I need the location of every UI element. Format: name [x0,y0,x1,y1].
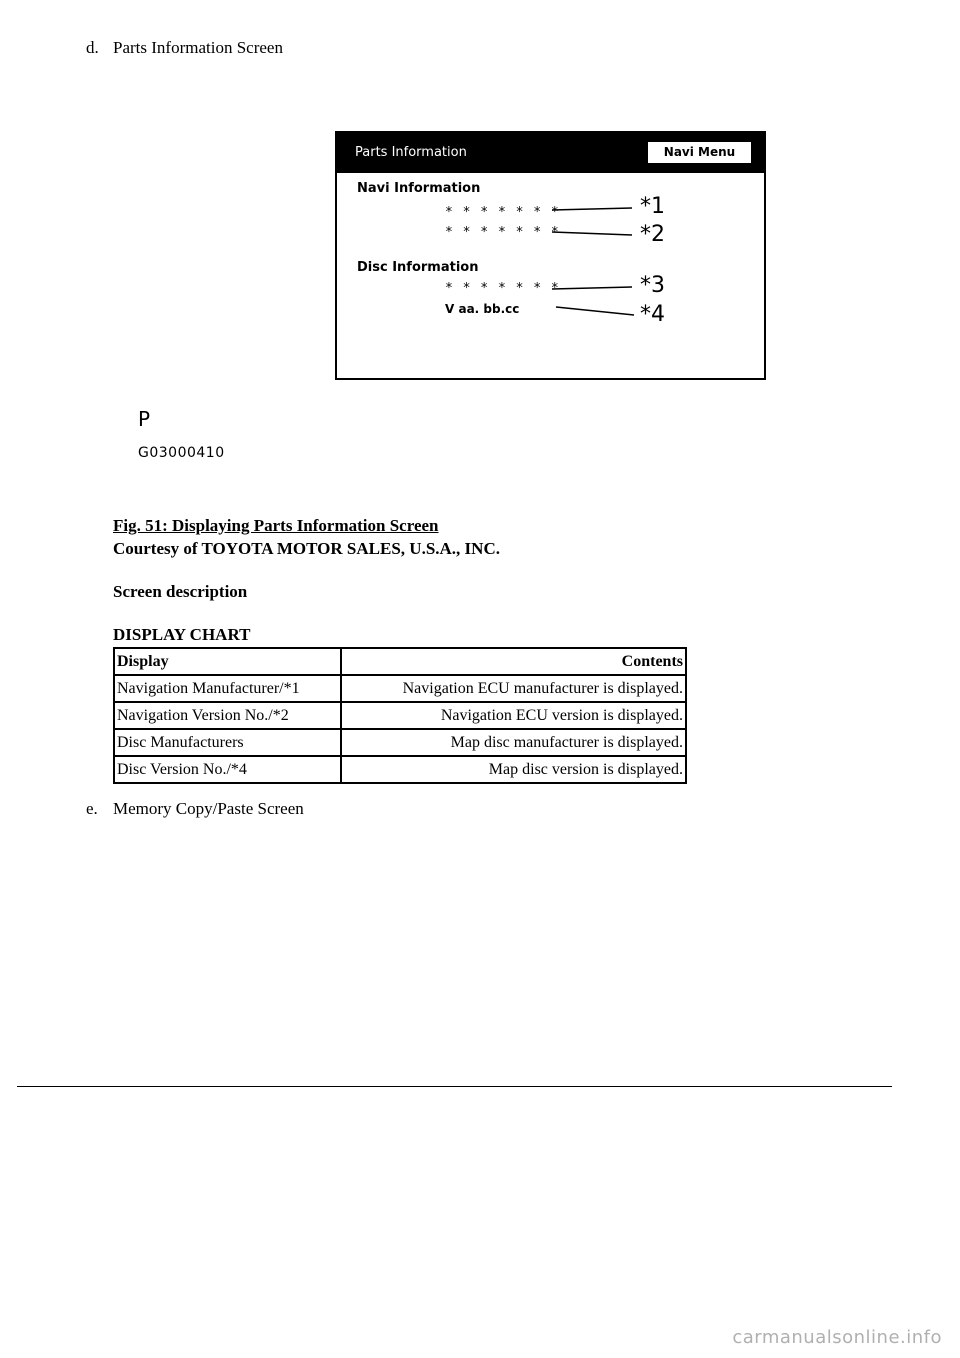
table-row [114,675,686,702]
navi-menu-button[interactable]: Navi Menu [648,142,751,163]
cell-contents: Map disc manufacturer is displayed. [341,729,686,756]
section-e-label: e. [86,799,98,818]
screen-title-bar [337,133,764,173]
header-contents: Contents [341,648,686,675]
watermark: carmanualsonline.info [732,1327,942,1348]
navi-information-heading: Navi Information [357,181,481,196]
leader-line-4 [556,307,634,315]
disc-information-heading: Disc Information [357,260,479,275]
leader-line-3 [552,287,632,289]
figure-code: G03000410 [138,445,225,461]
page-footer-rule [17,1086,892,1087]
section-e-heading [86,799,304,819]
screen-title: Parts Information [355,145,467,160]
section-d-label: d. [86,38,99,57]
header-display: Display [114,648,341,675]
cell-display: Disc Version No./*4 [114,756,341,783]
table-row [114,729,686,756]
cell-contents: Navigation ECU version is displayed. [341,702,686,729]
callout-1: *1 [640,194,665,219]
figure-letter: P [138,407,151,431]
navi-value-2: * * * * * * * [445,225,560,240]
disc-value-2: V aa. bb.cc [445,302,520,316]
navi-value-1: * * * * * * * [445,205,560,220]
section-d-title: Parts Information Screen [113,38,283,57]
cell-display: Navigation Version No./*2 [114,702,341,729]
leader-line-1 [552,208,632,210]
cell-display: Disc Manufacturers [114,729,341,756]
screen-description-heading: Screen description [113,582,248,601]
callout-2: *2 [640,222,665,247]
display-chart-table [113,647,687,784]
figure-courtesy: Courtesy of TOYOTA MOTOR SALES, U.S.A., INC. [113,539,500,558]
disc-value-1: * * * * * * * [445,281,560,296]
leader-line-2 [552,232,632,235]
section-d-heading [86,38,283,58]
table-row [114,702,686,729]
section-e-title: Memory Copy/Paste Screen [113,799,304,818]
cell-contents: Navigation ECU manufacturer is displayed. [341,675,686,702]
table-row [114,756,686,783]
cell-display: Navigation Manufacturer/*1 [114,675,341,702]
cell-contents: Map disc version is displayed. [341,756,686,783]
callout-3: *3 [640,273,665,298]
figure-caption: Fig. 51: Displaying Parts Information Screen [113,516,439,535]
display-chart-title: DISPLAY CHART [113,625,251,644]
table-header-row [114,648,686,675]
callout-4: *4 [640,302,665,327]
